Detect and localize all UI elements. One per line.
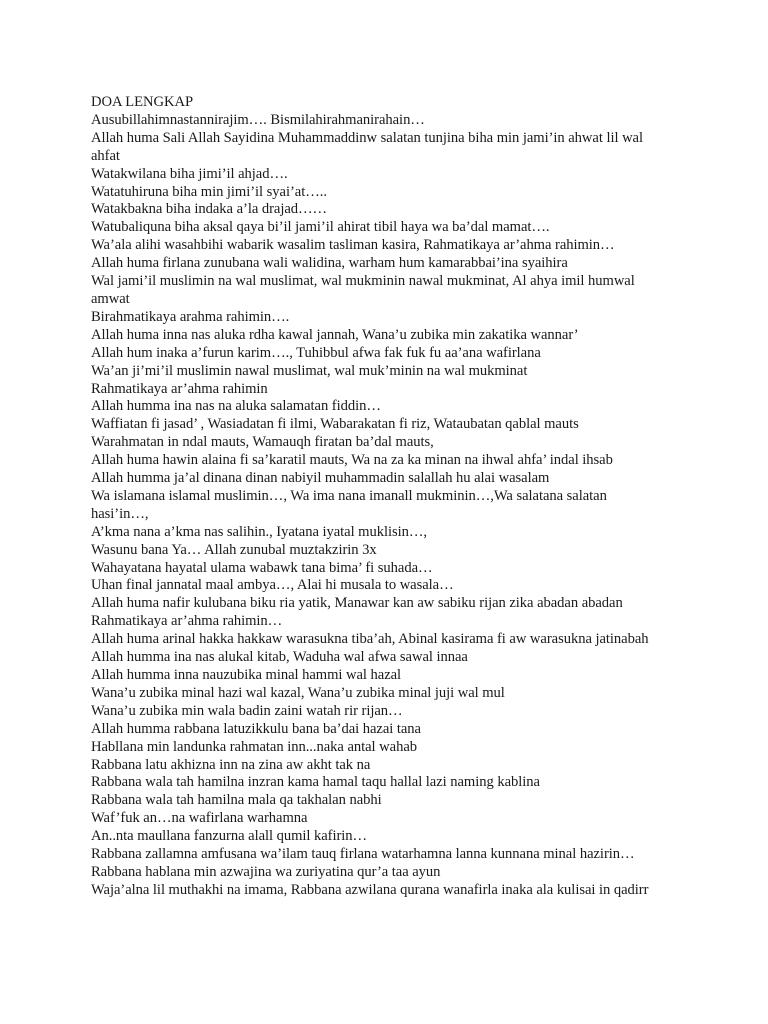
text-line: Wasunu bana Ya… Allah zunubal muztakzirin 3x [91,541,377,558]
text-line: Allah huma Sali Allah Sayidina Muhammaddinw salatan tunjina biha min jami’in ahwat lil wal [91,129,643,146]
text-line: Allah humma ina nas na aluka salamatan fiddin… [91,398,381,415]
text-line: Allah humma rabbana latuzikkulu bana ba’dai hazai tana [91,720,421,737]
text-line: Watakwilana biha jimi’il ahjad…. [91,165,288,182]
text-line: ahfat [91,147,120,164]
text-line: amwat [91,290,130,307]
text-line: Rabbana wala tah hamilna mala qa takhalan nabhi [91,792,382,809]
text-line: Uhan final jannatal maal ambya…, Alai hi musala to wasala… [91,577,454,594]
text-line: Wal jami’il muslimin na wal muslimat, wal mukminin nawal mukminat, Al ahya imil humwal [91,273,635,290]
text-line: Allah huma hawin alaina fi sa’karatil mauts, Wa na za ka minan na ihwal ahfa’ indal ihsab [91,452,613,469]
text-line: Waffiatan fi jasad’ , Wasiadatan fi ilmi, Wabarakatan fi riz, Wataubatan qablal mauts [91,416,579,433]
text-line: Wa’an ji’mi’il muslimin nawal muslimat, wal muk’minin na wal mukminat [91,362,528,379]
text-line: Allah huma inna nas aluka rdha kawal jannah, Wana’u zubika min zakatika wannar’ [91,326,579,343]
text-line: Wana’u zubika min wala badin zaini watah rir rijan… [91,702,403,719]
text-line: Allah humma inna nauzubika minal hammi wal hazal [91,667,402,683]
text-line: Birahmatikaya arahma rahimin…. [91,308,290,325]
text-line: Rahmatikaya ar’ahma rahimin… [91,613,283,630]
text-line: Wa’ala alihi wasahbihi wabarik wasalim tasliman kasira, Rahmatikaya ar’ahma rahimin… [91,237,615,254]
document-title: DOA LENGKAP [91,94,194,110]
text-line: Allah huma nafir kulubana biku ria yatik, Manawar kan aw sabiku rijan zika abadan abadan [91,595,623,612]
text-line: Watakbakna biha indaka a’la drajad…… [91,201,328,218]
text-line: Rabbana latu akhizna inn na zina aw akht tak na [91,756,371,773]
text-line: Warahmatan in ndal mauts, Wamauqh firatan ba’dal mauts, [91,434,434,451]
text-line: Watatuhiruna biha min jimi’il syai’at….. [91,183,327,200]
text-line: Wa islamana islamal muslimin…, Wa ima nana imanall mukminin…,Wa salatana salatan [91,487,607,504]
text-line: Rabbana hablana min azwajina wa zuriyatina qur’a taa ayun [91,863,441,880]
text-line: Waf’fuk an…na wafirlana warhamna [91,810,308,827]
text-line: Ausubillahimnastannirajim…. Bismilahirahmanirahain… [91,111,425,128]
document-page [91,94,691,900]
text-line: Allah huma firlana zunubana wali walidina, warham hum kamarabbai’ina syaihira [91,255,568,272]
text-line: Allah humma ja’al dinana dinan nabiyil muhammadin salallah hu alai wasalam [91,470,550,487]
text-line: hasi’in…, [91,505,149,522]
text-line: Allah hum inaka a’furun karim…., Tuhibbul afwa fak fuk fu aa’ana wafirlana [91,344,541,361]
text-line: An..nta maullana fanzurna alall qumil kafirin… [91,828,368,845]
text-line: Waja’alna lil muthakhi na imama, Rabbana azwilana qurana wanafirla inaka ala kulisai in qadirr [91,881,649,898]
text-line: Allah humma ina nas alukal kitab, Waduha wal afwa sawal innaa [91,649,468,666]
text-line: Rabbana wala tah hamilna inzran kama hamal taqu hallal lazi naming kablina [91,774,540,791]
text-line: Rahmatikaya ar’ahma rahimin [91,380,268,397]
text-line: Wahayatana hayatal ulama wabawk tana bima’ fi suhada… [91,559,433,576]
text-line: Rabbana zallamna amfusana wa’ilam tauq firlana watarhamna lanna kunnana minal hazirin… [91,846,635,863]
text-line: Habllana min landunka rahmatan inn...naka antal wahab [91,738,417,755]
text-line: Allah huma arinal hakka hakkaw warasukna tiba’ah, Abinal kasirama fi aw warasukna jatinabah [91,631,649,648]
document-body [91,94,691,900]
text-line: A’kma nana a’kma nas salihin., Iyatana iyatal muklisin…, [91,523,428,540]
text-line: Wana’u zubika minal hazi wal kazal, Wana’u zubika minal juji wal mul [91,684,505,701]
text-line: Watubaliquna biha aksal qaya bi’il jami’il ahirat tibil haya wa ba’dal mamat…. [91,219,550,236]
